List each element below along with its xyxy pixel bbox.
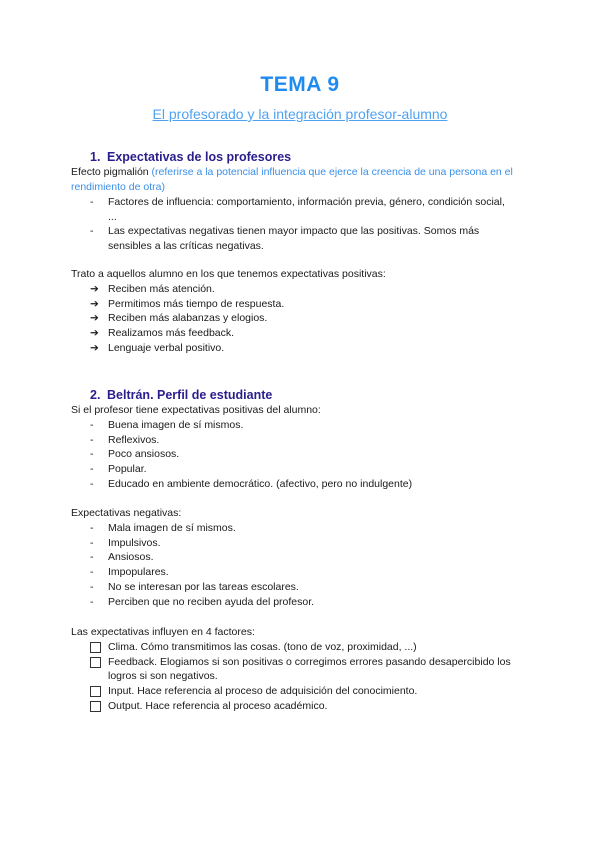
factors-checklist [90, 640, 530, 714]
negative-expectations-list [90, 521, 510, 609]
list-item: - Ansiosos. [90, 550, 510, 565]
checklist-item: Feedback. Elogiamos si son positivas o corregimos errores pasando desapercibido los logros si son negativos. [90, 655, 530, 684]
checkbox-icon[interactable] [90, 657, 101, 668]
list-item: - Las expectativas negativas tienen mayor impacto que las positivas. Somos más sensibles a las críticas negativas. [90, 224, 510, 253]
list-item: - Factores de influencia: comportamiento, información previa, género, condición social, ... [90, 195, 510, 224]
section-1-title: Expectativas de los profesores [107, 150, 292, 164]
checkbox-icon[interactable] [90, 686, 101, 697]
list-item: - No se interesan por las tareas escolares. [90, 580, 510, 595]
section-1-number: 1. [90, 150, 101, 164]
checkbox-icon[interactable] [90, 642, 101, 653]
page-title: TEMA 9 [260, 73, 340, 96]
list-item: ➔ Reciben más alabanzas y elogios. [90, 312, 268, 325]
arrow-icon: ➔ [90, 341, 99, 354]
list-item: - Reflexivos. [90, 433, 510, 448]
list-item: ➔ Permitimos más tiempo de respuesta. [90, 297, 285, 310]
section-2-heading [90, 388, 272, 402]
list-item: - Educado en ambiente democrático. (afectivo, pero no indulgente) [90, 477, 510, 492]
factors-intro: Las expectativas influyen en 4 factores: [71, 626, 255, 638]
influence-list [90, 195, 510, 254]
pygmalion-label: Efecto pigmalión [71, 166, 152, 178]
arrow-icon: ➔ [90, 283, 99, 295]
arrow-icon: ➔ [90, 297, 99, 310]
list-item: - Poco ansiosos. [90, 447, 510, 462]
arrow-icon: ➔ [90, 327, 99, 340]
negative-expectations-intro: Expectativas negativas: [71, 507, 182, 519]
arrow-icon: ➔ [90, 312, 99, 325]
positive-treatment-intro: Trato a aquellos alumno en los que tenemos expectativas positivas: [71, 268, 386, 280]
section-2-number: 2. [90, 388, 101, 402]
list-item: - Impulsivos. [90, 536, 510, 551]
section-2-title: Beltrán. Perfil de estudiante [107, 388, 273, 402]
checklist-item: Input. Hace referencia al proceso de adquisición del conocimiento. [90, 684, 530, 699]
pygmalion-note: (referirse a la potencial influencia que ejerce la creencia de una persona en el rendimiento de otra) [71, 166, 513, 193]
list-item: ➔ Lenguaje verbal positivo. [90, 341, 225, 354]
list-item: ➔ Reciben más atención. [90, 283, 215, 295]
positive-treatment-list [90, 282, 510, 356]
section-1-heading [90, 150, 291, 164]
list-item: ➔ Realizamos más feedback. [90, 327, 235, 340]
pygmalion-paragraph [71, 165, 531, 195]
list-item: - Impopulares. [90, 565, 510, 580]
list-item: - Popular. [90, 462, 510, 477]
checkbox-icon[interactable] [90, 701, 101, 712]
page-subtitle: El profesorado y la integración profesor-alumno [152, 106, 448, 122]
list-item: - Mala imagen de sí mismos. [90, 521, 510, 536]
list-item: - Perciben que no reciben ayuda del profesor. [90, 595, 510, 610]
positive-expectations-intro: Si el profesor tiene expectativas positivas del alumno: [71, 404, 321, 416]
positive-expectations-list [90, 418, 510, 492]
checklist-item: Output. Hace referencia al proceso académico. [90, 699, 530, 714]
list-item: - Buena imagen de sí mismos. [90, 418, 510, 433]
checklist-item: Clima. Cómo transmitimos las cosas. (tono de voz, proximidad, ...) [90, 640, 530, 655]
